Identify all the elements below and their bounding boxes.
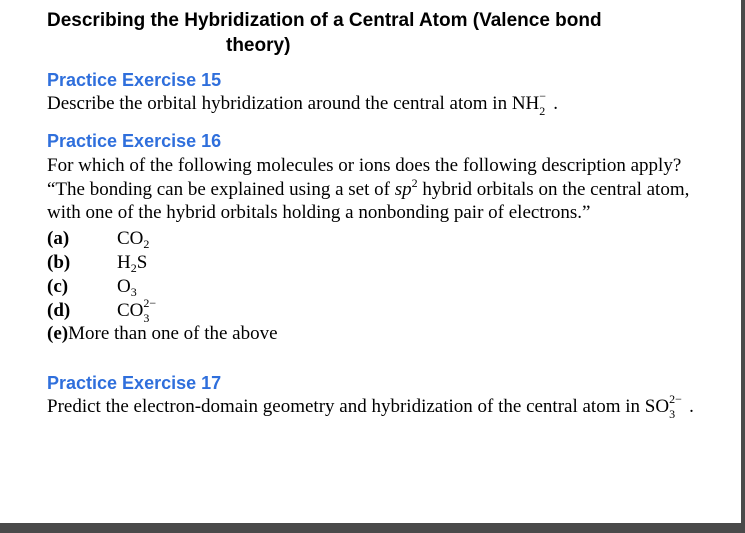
exercise-16-line-2-end: hybrid orbitals on the central atom, <box>417 178 690 200</box>
sp-term: sp <box>394 178 412 200</box>
exercise-15-text-body: Describe the orbital hybridization around the central atom in NH <box>47 93 540 114</box>
nh2-charge: − <box>539 89 547 103</box>
option-c-letter: (c) <box>47 276 69 297</box>
option-d <box>47 296 163 325</box>
page-title-line-1: Describing the Hybridization of a Central Atom (Valence bond <box>47 10 602 31</box>
exercise-16-line-1: For which of the following molecules or ions does the following description apply? <box>47 155 682 176</box>
exercise-17-heading: Practice Exercise 17 <box>47 373 222 393</box>
nh2-subscript: 2 <box>539 104 546 118</box>
exercise-16-line-2-start: “The bonding can be explained using a set of <box>47 178 395 200</box>
option-c-formula-base: O <box>117 276 131 297</box>
option-a-formula-base: CO <box>117 228 144 249</box>
option-a <box>47 227 149 250</box>
nh2-formula-indices <box>539 89 553 118</box>
exercise-17-text-body: Predict the electron-domain geometry and hybridization of the central atom in SO <box>47 396 670 417</box>
so3-formula-indices <box>669 392 689 421</box>
option-e-text: More than one of the above <box>68 323 278 344</box>
option-d-subscript: 3 <box>143 311 150 325</box>
option-e <box>47 322 278 345</box>
page-title <box>47 8 667 58</box>
exercise-15-heading: Practice Exercise 15 <box>47 70 222 90</box>
option-e-letter: (e) <box>47 323 69 344</box>
exercise-16-question <box>47 154 737 225</box>
exercise-15-text-end: . <box>553 93 559 114</box>
option-b-formula-tail: S <box>136 252 148 273</box>
option-d-charge: 2− <box>143 296 157 310</box>
option-b <box>47 251 147 274</box>
exercise-16-heading: Practice Exercise 16 <box>47 131 222 151</box>
exercise-17-text <box>47 392 737 421</box>
so3-subscript: 3 <box>669 407 676 421</box>
option-c <box>47 275 137 298</box>
option-d-indices <box>143 296 163 325</box>
option-b-letter: (b) <box>47 252 71 273</box>
option-b-subscript: 2 <box>130 261 137 275</box>
sp-exponent: 2 <box>411 175 418 190</box>
exercise-17-text-end: . <box>689 396 694 417</box>
so3-charge: 2− <box>669 392 682 406</box>
option-d-formula-base: CO <box>117 300 144 321</box>
page-title-line-2: theory) <box>226 35 291 56</box>
option-a-subscript: 2 <box>143 237 150 251</box>
option-c-subscript: 3 <box>130 285 137 299</box>
option-d-letter: (d) <box>47 300 71 321</box>
option-a-letter: (a) <box>47 228 70 249</box>
exercise-15-text <box>47 89 737 118</box>
option-b-formula-base: H <box>117 252 131 273</box>
exercise-16-line-3: with one of the hybrid orbitals holding a nonbonding pair of electrons.” <box>47 202 591 223</box>
exercise-16-line-2 <box>47 175 737 202</box>
